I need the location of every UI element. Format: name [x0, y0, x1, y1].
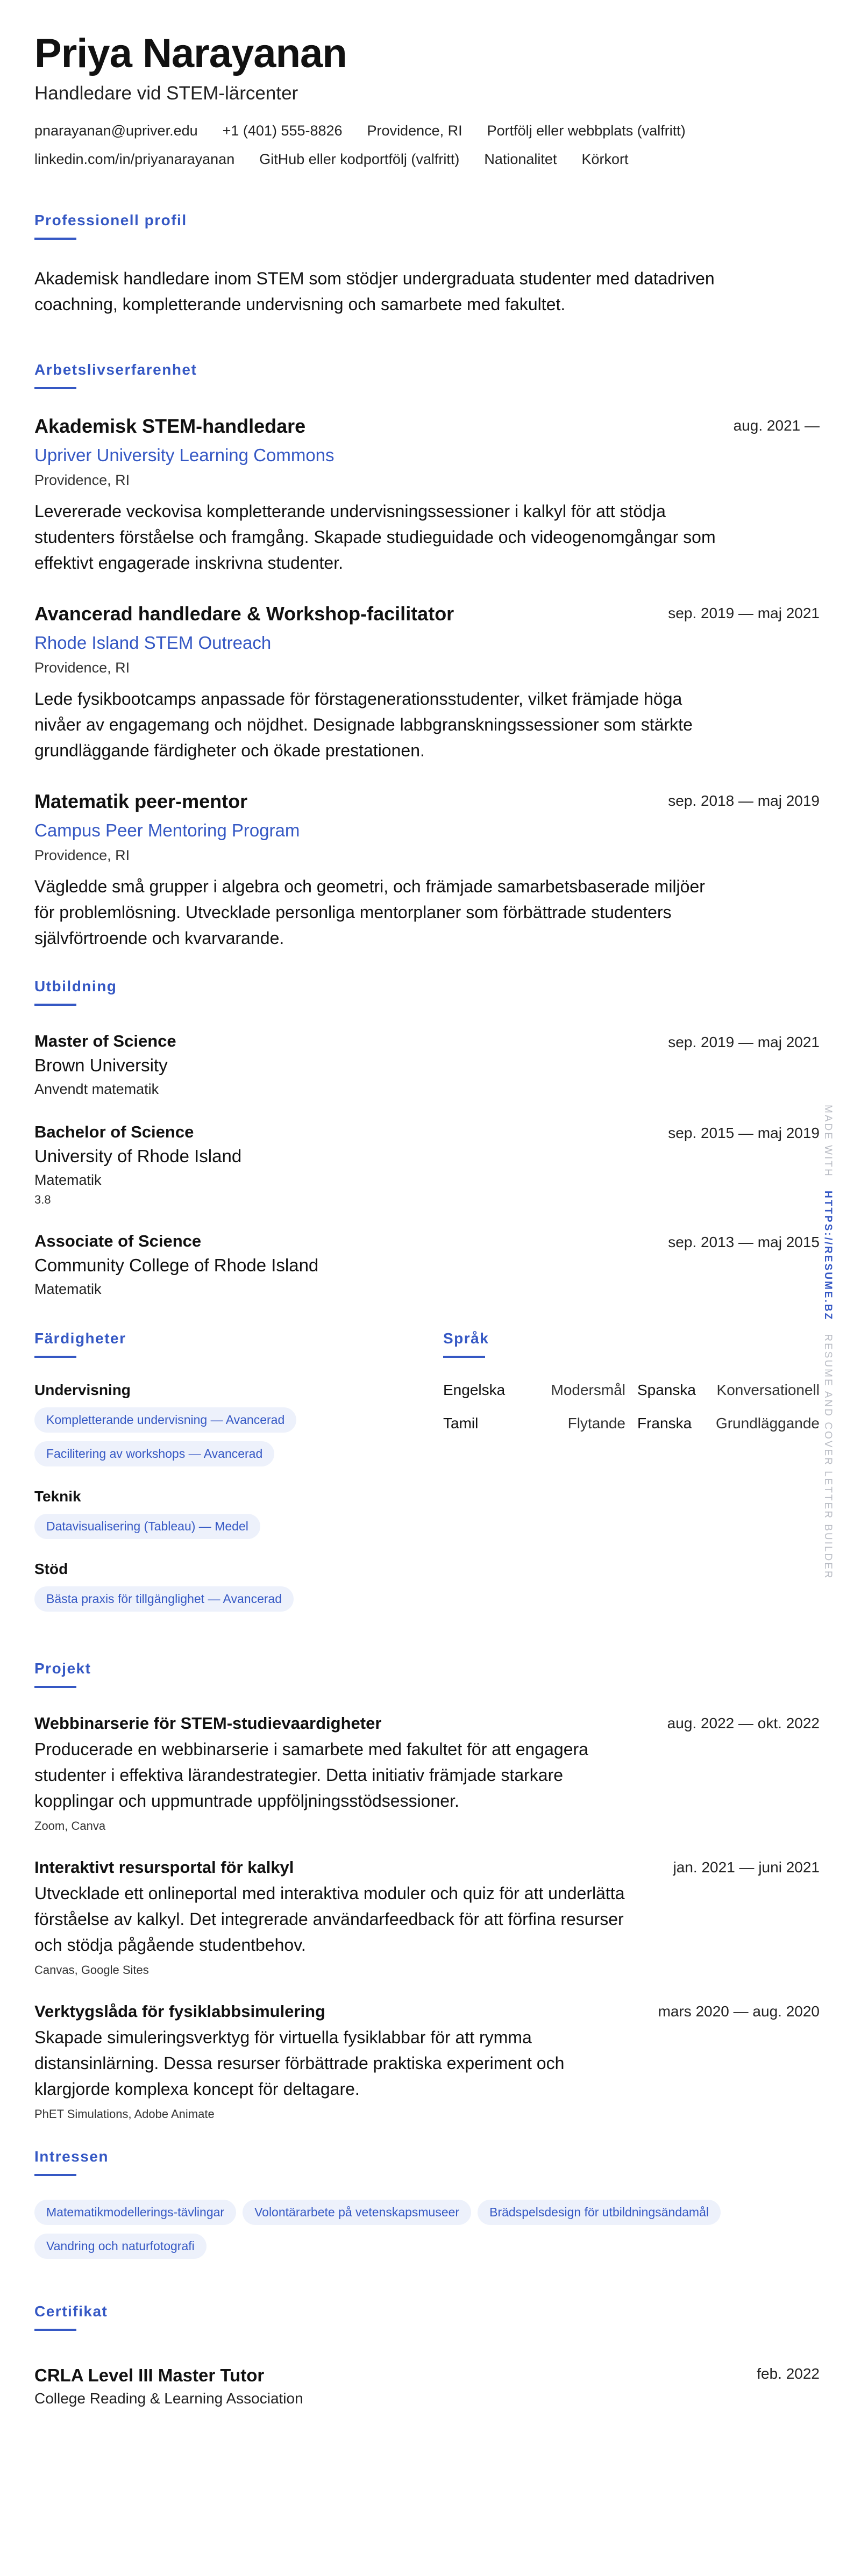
job-location: Providence, RI: [34, 659, 130, 676]
education-section: [34, 978, 820, 1298]
language-name: Tamil: [443, 1414, 479, 1432]
skill-tag: Kompletterande undervisning — Avancerad: [34, 1407, 296, 1433]
job-location: Providence, RI: [34, 471, 130, 488]
job-entry: [34, 790, 820, 951]
section-title: Arbetslivserfarenhet: [34, 361, 197, 378]
job-description: Vägledde små grupper i algebra och geometri, och främjade samarbetsbaserade miljöer för problemlösning. Utvecklade personliga mentorplaner som förbättrade studenters självförtroende och kvarvarande.: [34, 876, 705, 948]
skill-tag: Bästa praxis för tillgänglighet — Avancerad: [34, 1586, 294, 1612]
language-level: Flytande: [567, 1414, 625, 1432]
section-divider: [34, 2329, 76, 2331]
project-description: Utvecklade ett onlineportal med interaktiva moduler och quiz för att underlätta förståelse av kalkyl. Det integrerade användarfeedback för att förfina resurser och stödja pågående studentbehov.: [34, 1883, 625, 1955]
section-title: Färdigheter: [34, 1329, 126, 1347]
badge-prefix: MADE WITH: [822, 1105, 834, 1178]
job-description: Levererade veckovisa kompletterande undervisningssessioner i kalkyl för att stödja studenters förståelse och framgång. Skapade studieguidade och videogenomgångar som effektivt engagerade inskrivna studenter.: [34, 501, 716, 573]
education-school: Community College of Rhode Island: [34, 1255, 319, 1275]
skill-tag: Datavisualisering (Tableau) — Medel: [34, 1514, 260, 1539]
section-title: Språk: [443, 1329, 489, 1347]
skill-tag: Facilitering av workshops — Avancerad: [34, 1441, 274, 1466]
project-entry: [34, 1858, 820, 1977]
job-company: Campus Peer Mentoring Program: [34, 820, 300, 840]
contact-nationality: Nationalitet: [484, 151, 557, 167]
experience-section: [34, 361, 820, 951]
made-with-badge: [822, 1105, 850, 1580]
job-date: aug. 2021 —: [733, 417, 820, 434]
education-entry: [34, 1122, 820, 1207]
project-entry: [34, 1714, 820, 1833]
section-divider: [34, 1004, 76, 1006]
candidate-headline: Handledare vid STEM-lärcenter: [34, 82, 298, 104]
project-tools: PhET Simulations, Adobe Animate: [34, 2107, 215, 2121]
section-title: Certifikat: [34, 2302, 108, 2320]
job-company: Upriver University Learning Commons: [34, 445, 335, 465]
language-level: Modersmål: [551, 1381, 625, 1398]
language-item: [637, 1415, 820, 1432]
job-entry: [34, 603, 820, 763]
job-location: Providence, RI: [34, 847, 130, 863]
education-degree: Bachelor of Science: [34, 1122, 194, 1141]
languages-section: [443, 1330, 820, 1633]
section-divider: [34, 238, 76, 240]
section-title: Projekt: [34, 1659, 91, 1677]
interest-tag: Volontärarbete på vetenskapsmuseer: [243, 2200, 471, 2225]
language-name: Franska: [637, 1414, 692, 1432]
contact-location: Providence, RI: [367, 122, 462, 139]
project-description: Producerade en webbinarserie i samarbete med fakultet för att engagera studenter i effektiva lärandestrategier. Detta initiativ främjade starkare kopplingar och uppmuntrade uppföljningsstödsessioner.: [34, 1739, 588, 1811]
certificate-date: feb. 2022: [757, 2365, 820, 2382]
certificate-name: CRLA Level III Master Tutor: [34, 2365, 265, 2385]
project-name: Interaktivt resursportal för kalkyl: [34, 1857, 294, 1877]
job-entry: [34, 415, 820, 576]
section-divider: [34, 1686, 76, 1688]
section-divider: [34, 387, 76, 389]
interest-tag: Vandring och naturfotografi: [34, 2234, 207, 2259]
job-title: Matematik peer-mentor: [34, 790, 248, 812]
education-school: University of Rhode Island: [34, 1146, 242, 1166]
contact-license: Körkort: [581, 151, 629, 167]
job-title: Avancerad handledare & Workshop-facilitator: [34, 602, 454, 625]
candidate-name: Priya Narayanan: [34, 31, 347, 76]
education-entry: [34, 1232, 820, 1298]
language-level: Grundläggande: [715, 1414, 820, 1432]
skills-languages-row: [34, 1330, 820, 1633]
skill-group: [34, 1488, 411, 1539]
education-score: 3.8: [34, 1192, 51, 1206]
skills-section: [34, 1330, 411, 1633]
project-date: mars 2020 — aug. 2020: [658, 2002, 820, 2020]
section-title: Professionell profil: [34, 211, 187, 228]
interests-section: [34, 2148, 820, 2259]
interest-tag: Matematikmodellerings-tävlingar: [34, 2200, 236, 2225]
language-name: Engelska: [443, 1381, 506, 1398]
skill-group-name: Undervisning: [34, 1381, 131, 1398]
education-degree: Master of Science: [34, 1031, 176, 1050]
project-name: Webbinarserie för STEM-studievaardigheter: [34, 1713, 382, 1733]
education-date: sep. 2015 — maj 2019: [668, 1124, 820, 1141]
project-date: aug. 2022 — okt. 2022: [667, 1714, 820, 1731]
project-tools: Zoom, Canva: [34, 1819, 106, 1833]
language-item: [443, 1415, 625, 1432]
resume-content: [34, 31, 820, 2407]
project-description: Skapade simuleringsverktyg för virtuella fysiklabbar för att rymma distansinlärning. Dessa resurser förbättrade praktiska experiment och klargjorde komplexa koncept för deltagare.: [34, 2027, 565, 2099]
certificates-section: [34, 2303, 820, 2407]
job-date: sep. 2019 — maj 2021: [668, 604, 820, 621]
skill-group-name: Stöd: [34, 1560, 68, 1577]
job-date: sep. 2018 — maj 2019: [668, 792, 820, 809]
job-title: Akademisk STEM-handledare: [34, 414, 306, 437]
contact-phone[interactable]: +1 (401) 555-8826: [222, 122, 343, 139]
section-divider: [34, 2174, 76, 2176]
education-field: Anvendt matematik: [34, 1081, 159, 1097]
project-tools: Canvas, Google Sites: [34, 1963, 149, 1977]
contact-email[interactable]: pnarayanan@upriver.edu: [34, 122, 198, 139]
skill-group: [34, 1382, 411, 1466]
language-level: Konversationell: [716, 1381, 820, 1398]
section-title: Intressen: [34, 2148, 109, 2165]
education-entry: [34, 1032, 820, 1098]
certificate-issuer: College Reading & Learning Association: [34, 2389, 303, 2407]
certificate-entry: [34, 2365, 820, 2407]
section-divider: [443, 1356, 485, 1358]
skill-group: [34, 1561, 411, 1612]
job-description: Lede fysikbootcamps anpassade för förstagenerationsstudenter, vilket främjade höga nivåer av engagemang och nöjdhet. Designade labbgranskningssessioner som stärkte grundläggande färdigheter och ökade prestationen.: [34, 689, 693, 760]
contact-portfolio[interactable]: Portfölj eller webbplats (valfritt): [487, 122, 686, 139]
language-name: Spanska: [637, 1381, 696, 1398]
education-date: sep. 2013 — maj 2015: [668, 1233, 820, 1250]
section-title: Utbildning: [34, 977, 117, 994]
contact-list: [34, 123, 820, 168]
contact-github[interactable]: GitHub eller kodportfölj (valfritt): [259, 151, 460, 167]
project-entry: [34, 2002, 820, 2121]
profile-summary: Akademisk handledare inom STEM som stödjer undergraduata studenter med datadriven coachning, kompletterande undervisning och samarbete med fakultet.: [34, 268, 715, 314]
contact-linkedin[interactable]: linkedin.com/in/priyanarayanan: [34, 151, 235, 167]
education-date: sep. 2019 — maj 2021: [668, 1033, 820, 1050]
project-name: Verktygslåda för fysiklabbsimulering: [34, 2001, 325, 2021]
education-field: Matematik: [34, 1171, 102, 1188]
project-date: jan. 2021 — juni 2021: [673, 1858, 820, 1876]
job-company: Rhode Island STEM Outreach: [34, 632, 272, 653]
interest-tag: Brädspelsdesign för utbildningsändamål: [478, 2200, 721, 2225]
projects-section: [34, 1660, 820, 2121]
education-field: Matematik: [34, 1280, 102, 1297]
language-item: [443, 1382, 625, 1399]
badge-link[interactable]: HTTPS://RESUME.BZ: [822, 1191, 834, 1321]
education-school: Brown University: [34, 1055, 168, 1075]
skill-group-name: Teknik: [34, 1487, 81, 1505]
resume-header: [34, 31, 820, 168]
badge-suffix: RESUME AND COVER LETTER BUILDER: [822, 1334, 834, 1580]
section-divider: [34, 1356, 76, 1358]
education-degree: Associate of Science: [34, 1231, 202, 1250]
profile-section: [34, 212, 820, 317]
language-item: [637, 1382, 820, 1399]
